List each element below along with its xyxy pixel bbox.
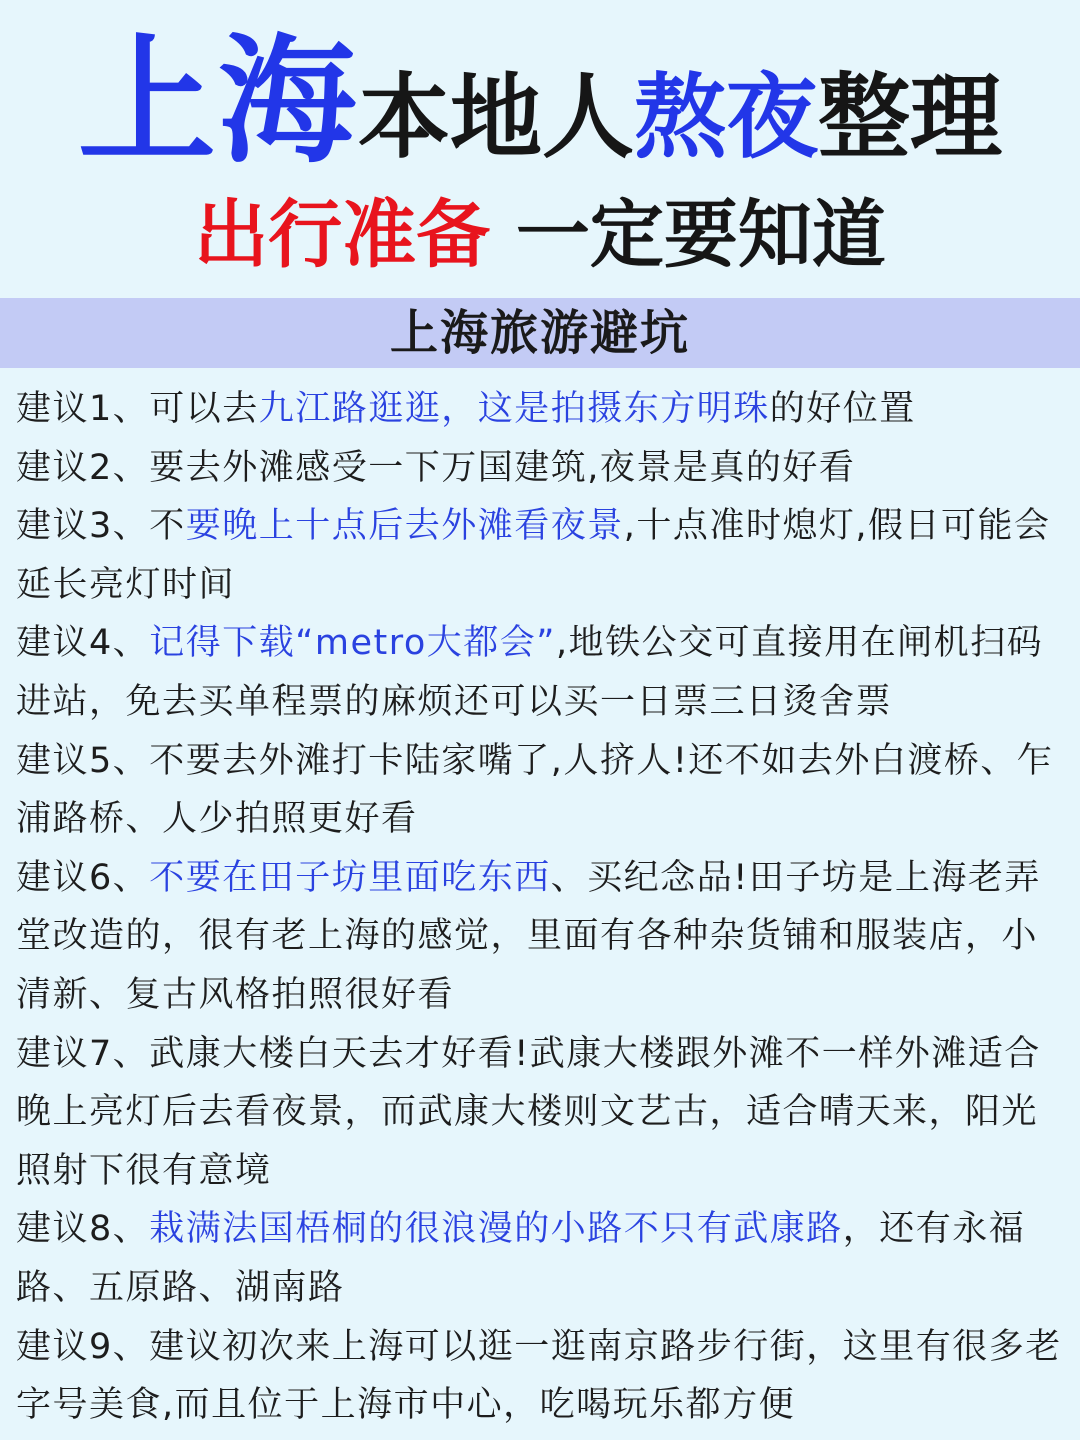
tip-highlight: 要晚上十点后去外滩看夜景 <box>185 506 624 547</box>
tip-text: 、买纪念品!田子坊是上海老弄堂改造的，很有老上海的感觉，里面有各种杂货铺和服装店，小清新、复古风格拍照很好看 <box>16 857 1041 1015</box>
title-part-compiled: 整理 <box>818 64 1003 171</box>
subtitle-black: 一定要知道 <box>490 192 886 278</box>
tip-highlight: 栽满法国梧桐的很浪漫的小路不只有武康路 <box>149 1209 843 1250</box>
tip-text: 建议2、要去外滩感受一下万国建筑,夜景是真的好看 <box>16 447 856 488</box>
tip-item-7 <box>16 1025 1066 1201</box>
tip-text: 建议6、 <box>16 857 150 898</box>
page-title <box>0 22 1080 182</box>
section-heading: 上海旅游避坑 <box>0 298 1080 368</box>
tip-text: ,十点准时熄灯,假日可能会延长亮灯时间 <box>16 506 1051 605</box>
tip-item-6 <box>16 849 1066 1025</box>
tip-text: 建议7、武康大楼白天去才好看!武康大楼跟外滩不一样外滩适合晚上亮灯后去看夜景，而武康大楼则文艺古，适合晴天来，阳光照射下很有意境 <box>16 1033 1041 1191</box>
tip-text: ,地铁公交可直接用在闸机扫码进站，免去买单程票的麻烦还可以买一日票三日烫舍票 <box>16 623 1044 722</box>
subtitle-red: 出行准备 <box>194 192 491 278</box>
tip-text: 建议5、不要去外滩打卡陆家嘴了,人挤人!还不如去外白渡桥、乍浦路桥、人少拍照更好看 <box>16 740 1054 840</box>
tip-item-8 <box>16 1200 1066 1317</box>
tip-text: 建议8、 <box>16 1209 150 1250</box>
tip-text: 建议9、建议初次来上海可以逛一逛南京路步行街，这里有很多老字号美食,而且位于上海市中心，吃喝玩乐都方便 <box>16 1326 1062 1426</box>
title-part-stayup: 熬夜 <box>634 64 819 171</box>
tip-item-1 <box>16 380 1066 439</box>
tip-text: 建议1、可以去 <box>16 389 259 429</box>
tip-highlight: 九江路逛逛，这是拍摄东方明珠 <box>258 389 770 429</box>
tip-text: 建议3、不 <box>16 506 186 547</box>
tip-text: 建议4、 <box>16 623 150 664</box>
tips-list <box>16 380 1066 1435</box>
tip-text: 的好位置 <box>769 389 916 429</box>
tip-highlight: 记得下载“metro大都会” <box>149 623 556 664</box>
tip-item-3 <box>16 497 1066 614</box>
tip-item-5 <box>16 732 1066 849</box>
tip-text: ，还有永福路、五原路、湖南路 <box>16 1209 1026 1308</box>
tip-item-9 <box>16 1318 1066 1435</box>
title-part-shanghai: 上海 <box>77 21 358 182</box>
tip-highlight: 不要在田子坊里面吃东西 <box>149 857 551 898</box>
page-subtitle <box>0 190 1080 280</box>
title-part-locals: 本地人 <box>357 64 634 171</box>
tip-item-4 <box>16 614 1066 731</box>
tip-item-2 <box>16 439 1066 498</box>
